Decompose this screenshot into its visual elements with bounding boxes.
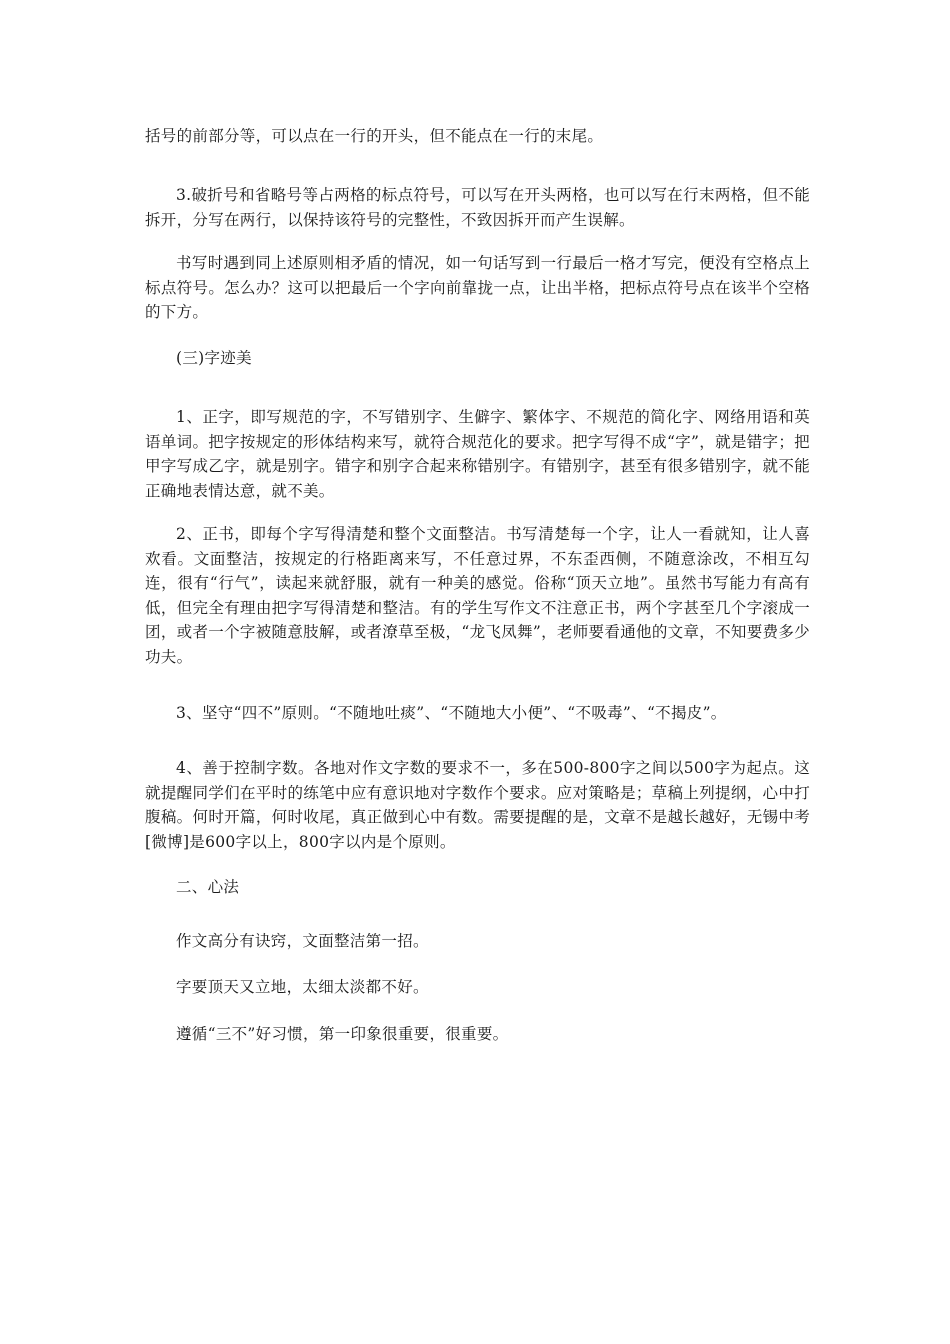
section-heading-mindset: 二、心法 [176,878,240,896]
verse-line-3: 遵循“三不”好习惯，第一印象很重要，很重要。 [176,1025,509,1043]
paragraph-correct-characters: 1、正字，即写规范的字，不写错别字、生僻字、繁体字、不规范的简化字、网络用语和英语单词。把字按规定的形体结构来写，就符合规范化的要求。把字写得不成“字”，就是错字；把甲字写成乙字，就是别字。错字和别字合起来称错别字。有错别字，甚至有很多错别字，就不能正确地表情达意，就不美。 [145,408,810,500]
verse-line-2: 字要顶天又立地，太细太淡都不好。 [176,978,429,996]
paragraph-bracket-rule: 括号的前部分等，可以点在一行的开头，但不能点在一行的末尾。 [145,127,604,145]
verse-line-1: 作文高分有诀窍，文面整洁第一招。 [176,932,429,950]
paragraph-neat-writing: 2、正书，即每个字写得清楚和整个文面整洁。书写清楚每一个字，让人一看就知，让人喜欢看。文面整洁，按规定的行格距离来写，不任意过界，不东歪西侧，不随意涂改，不相互勾连，很有“行气”，读起来就舒服，就有一种美的感觉。俗称“顶天立地”。虽然书写能力有高有低，但完全有理由把字写得清楚和整洁。有的学生写作文不注意正书，两个字甚至几个字滚成一团，或者一个字被随意肢解，或者潦草至极，“龙飞凤舞”，老师要看通他的文章，不知要费多少功夫。 [145,525,810,666]
paragraph-word-count: 4、善于控制字数。各地对作文字数的要求不一，多在500-800字之间以500字为起点。这就提醒同学们在平时的练笔中应有意识地对字数作个要求。应对策略是；草稿上列提纲，心中打腹稿。何时开篇，何时收尾，真正做到心中有数。需要提醒的是，文章不是越长越好，无锡中考[微博]是600字以上，800字以内是个原则。 [145,759,810,851]
section-heading-handwriting: (三)字迹美 [176,349,252,367]
paragraph-four-nos: 3、坚守“四不”原则。“不随地吐痰”、“不随地大小便”、“不吸毒”、“不揭皮”。 [176,704,727,722]
paragraph-conflict-rule: 书写时遇到同上述原则相矛盾的情况，如一句话写到一行最后一格才写完，便没有空格点上标点符号。怎么办？这可以把最后一个字向前靠拢一点，让出半格，把标点符号点在该半个空格的下方。 [145,254,810,321]
paragraph-dash-ellipsis-rule: 3.破折号和省略号等占两格的标点符号，可以写在开头两格，也可以写在行末两格，但不能拆开，分写在两行，以保持该符号的完整性，不致因拆开而产生误解。 [145,186,810,229]
